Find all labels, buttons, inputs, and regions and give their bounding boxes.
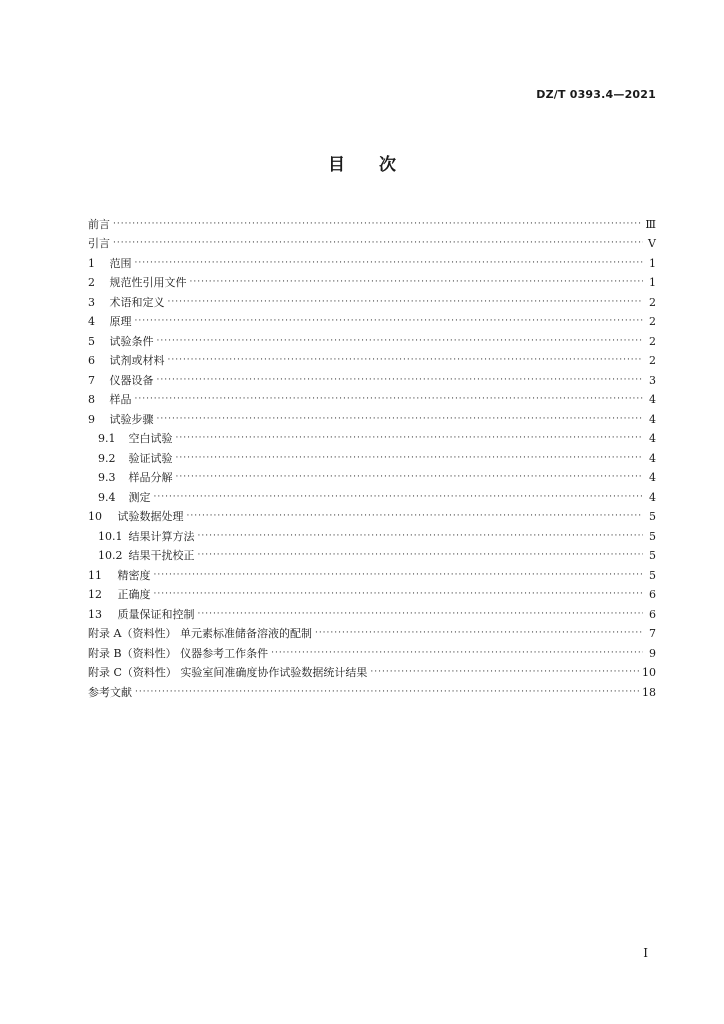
toc-entry[interactable] <box>88 504 656 524</box>
toc-entry-number: 9 <box>88 412 95 426</box>
toc-entry-page: 7 <box>649 627 656 640</box>
toc-entry-page: Ⅴ <box>648 237 656 250</box>
toc-entry-number: 2 <box>88 276 95 289</box>
toc-leader-dots <box>135 257 644 270</box>
toc-entry-number: 10 <box>88 510 102 523</box>
toc-entry-title <box>88 413 154 426</box>
toc-entry-title <box>88 374 154 387</box>
page-number: I <box>643 946 648 960</box>
toc-entry-page: 9 <box>649 646 656 660</box>
toc-entry-title <box>88 296 165 309</box>
toc-leader-dots <box>113 218 642 231</box>
toc-entry-label: 试验数据处理 <box>117 510 184 523</box>
toc-leader-dots <box>187 510 644 523</box>
toc-entry-label: 验证试验 <box>128 451 173 465</box>
toc-entry-page: 5 <box>649 568 656 582</box>
toc-entry-number: 12 <box>88 588 102 601</box>
toc-entry[interactable] <box>88 426 656 446</box>
toc-entry-number: 5 <box>88 334 95 348</box>
toc-entry-title <box>88 627 312 640</box>
toc-entry-page: 2 <box>649 315 656 328</box>
toc-entry-page: 18 <box>642 685 656 699</box>
toc-leader-dots <box>198 530 644 543</box>
toc-leader-dots <box>198 549 644 562</box>
toc-entry-title <box>98 530 195 543</box>
toc-entry-number: 11 <box>88 568 102 582</box>
toc-entry-number: 附录 C（资料性） <box>88 666 177 679</box>
toc-entry-label: 结果干扰校正 <box>128 549 195 562</box>
toc-heading-part2: 次 <box>379 155 396 175</box>
toc-entry-page: 5 <box>649 549 656 562</box>
toc-entry[interactable] <box>88 348 656 368</box>
toc-entry[interactable] <box>88 582 656 602</box>
toc-entry-label: 样品分解 <box>128 471 173 484</box>
toc-entry[interactable] <box>88 270 656 290</box>
toc-entry-title <box>88 510 184 523</box>
toc-entry[interactable] <box>88 523 656 543</box>
toc-entry-page: 5 <box>649 529 656 543</box>
toc-leader-dots <box>168 296 644 309</box>
toc-entry[interactable] <box>88 387 656 407</box>
toc-leader-dots <box>154 588 644 601</box>
toc-leader-dots <box>271 647 643 660</box>
toc-entry-number: 8 <box>88 393 95 406</box>
toc-leader-dots <box>113 237 643 250</box>
toc-leader-dots <box>135 686 639 699</box>
toc-entry[interactable] <box>88 679 656 699</box>
toc-leader-dots <box>135 315 644 328</box>
toc-leader-dots <box>176 452 644 465</box>
toc-entry-title <box>88 666 367 679</box>
toc-entry-label: 原理 <box>109 315 132 328</box>
toc-entry-label: 参考文献 <box>88 685 132 699</box>
toc-entry-page: 2 <box>649 334 656 348</box>
toc-leader-dots <box>176 432 644 445</box>
toc-leader-dots <box>190 276 644 289</box>
toc-entry-page: 1 <box>649 276 656 289</box>
toc-entry-page: 4 <box>649 412 656 426</box>
toc-entry[interactable] <box>88 543 656 563</box>
toc-entry-label: 试剂或材料 <box>109 354 165 367</box>
toc-entry[interactable] <box>88 367 656 387</box>
toc-entry-title <box>88 647 268 660</box>
toc-entry-title <box>88 257 132 270</box>
toc-entry-title <box>98 452 173 465</box>
toc-entry[interactable] <box>88 484 656 504</box>
toc-leader-dots <box>176 471 644 484</box>
toc-entry-number: 10.1 <box>98 529 123 543</box>
toc-entry-number: 9.4 <box>98 490 116 504</box>
toc-entry-label: 空白试验 <box>128 432 173 445</box>
toc-entry[interactable] <box>88 309 656 329</box>
toc-entry-page: 10 <box>642 666 656 679</box>
toc-entry-title <box>88 686 132 699</box>
toc-leader-dots <box>370 666 639 679</box>
toc-entry-label: 单元素标准储备溶液的配制 <box>179 627 312 640</box>
toc-entry[interactable] <box>88 289 656 309</box>
toc-heading <box>0 150 724 175</box>
toc-entry[interactable] <box>88 465 656 485</box>
toc-leader-dots <box>198 608 644 621</box>
standard-code: DZ/T 0393.4—2021 <box>536 88 656 101</box>
toc-entry-title <box>88 588 151 601</box>
toc-entry-label: 规范性引用文件 <box>109 276 187 289</box>
toc-entry-number: 4 <box>88 315 95 328</box>
toc-entry-page: 4 <box>649 471 656 484</box>
toc-entry-title <box>88 354 165 367</box>
toc-entry[interactable] <box>88 231 656 251</box>
toc-entry-page: 6 <box>649 588 656 601</box>
table-of-contents <box>88 211 656 699</box>
toc-entry-number: 9.3 <box>98 471 116 484</box>
toc-entry-label: 术语和定义 <box>109 295 165 309</box>
toc-entry[interactable] <box>88 211 656 231</box>
toc-entry-label: 精密度 <box>117 568 151 582</box>
toc-entry-page: 6 <box>649 607 656 621</box>
toc-entry-label: 试验条件 <box>109 334 154 348</box>
toc-entry[interactable] <box>88 406 656 426</box>
toc-entry-title <box>88 335 154 348</box>
toc-entry-title <box>88 608 195 621</box>
toc-entry-title <box>98 471 173 484</box>
toc-entry-title <box>98 491 151 504</box>
toc-entry-number: 3 <box>88 295 95 309</box>
toc-leader-dots <box>168 354 644 367</box>
toc-entry[interactable] <box>88 250 656 270</box>
toc-entry-label: 范围 <box>109 256 132 270</box>
toc-entry-label: 试验步骤 <box>109 412 154 426</box>
toc-entry-label: 测定 <box>128 490 151 504</box>
toc-entry-title <box>88 237 110 250</box>
toc-entry-label: 质量保证和控制 <box>117 607 195 621</box>
toc-entry-page: 2 <box>649 354 656 367</box>
toc-entry-page: 4 <box>649 393 656 406</box>
toc-entry-title <box>88 569 151 582</box>
toc-entry-number: 1 <box>88 256 95 270</box>
toc-entry[interactable] <box>88 328 656 348</box>
toc-entry-number: 9.1 <box>98 432 116 445</box>
toc-entry-number: 附录 A（资料性） <box>88 627 177 640</box>
toc-leader-dots <box>157 413 644 426</box>
toc-entry-page: 4 <box>649 451 656 465</box>
toc-leader-dots <box>135 393 644 406</box>
toc-entry-page: 4 <box>649 490 656 504</box>
toc-leader-dots <box>157 335 644 348</box>
toc-entry-title <box>88 276 187 289</box>
toc-entry-label: 正确度 <box>117 588 151 601</box>
toc-entry-label: 前言 <box>88 217 110 231</box>
toc-entry-label: 实验室间准确度协作试验数据统计结果 <box>180 666 368 679</box>
toc-entry[interactable] <box>88 601 656 621</box>
toc-entry-title <box>98 432 173 445</box>
toc-entry[interactable] <box>88 562 656 582</box>
toc-entry-page: Ⅲ <box>645 217 656 231</box>
toc-entry-label: 样品 <box>109 393 132 406</box>
toc-entry-page: 2 <box>649 295 656 309</box>
toc-entry-page: 4 <box>649 432 656 445</box>
toc-leader-dots <box>154 491 644 504</box>
toc-entry-label: 结果计算方法 <box>128 529 195 543</box>
toc-entry-number: 9.2 <box>98 451 116 465</box>
toc-entry-number: 13 <box>88 607 102 621</box>
toc-entry-label: 引言 <box>88 237 110 250</box>
toc-heading-part1: 目 <box>328 155 345 175</box>
toc-entry-number: 7 <box>88 373 95 387</box>
toc-entry[interactable] <box>88 621 656 641</box>
toc-entry-number: 附录 B（资料性） <box>88 646 177 660</box>
toc-entry-label: 仪器参考工作条件 <box>180 646 269 660</box>
toc-entry-page: 1 <box>649 256 656 270</box>
toc-entry-number: 6 <box>88 354 95 367</box>
toc-entry-title <box>88 218 110 231</box>
toc-entry-number: 10.2 <box>98 549 123 562</box>
toc-entry-page: 3 <box>649 373 656 387</box>
toc-entry[interactable] <box>88 660 656 680</box>
toc-leader-dots <box>154 569 644 582</box>
toc-entry-page: 5 <box>649 510 656 523</box>
toc-entry[interactable] <box>88 640 656 660</box>
toc-leader-dots <box>315 627 643 640</box>
toc-entry-title <box>88 393 132 406</box>
toc-entry[interactable] <box>88 445 656 465</box>
toc-entry-label: 仪器设备 <box>109 373 154 387</box>
toc-leader-dots <box>157 374 644 387</box>
toc-entry-title <box>98 549 195 562</box>
toc-entry-title <box>88 315 132 328</box>
